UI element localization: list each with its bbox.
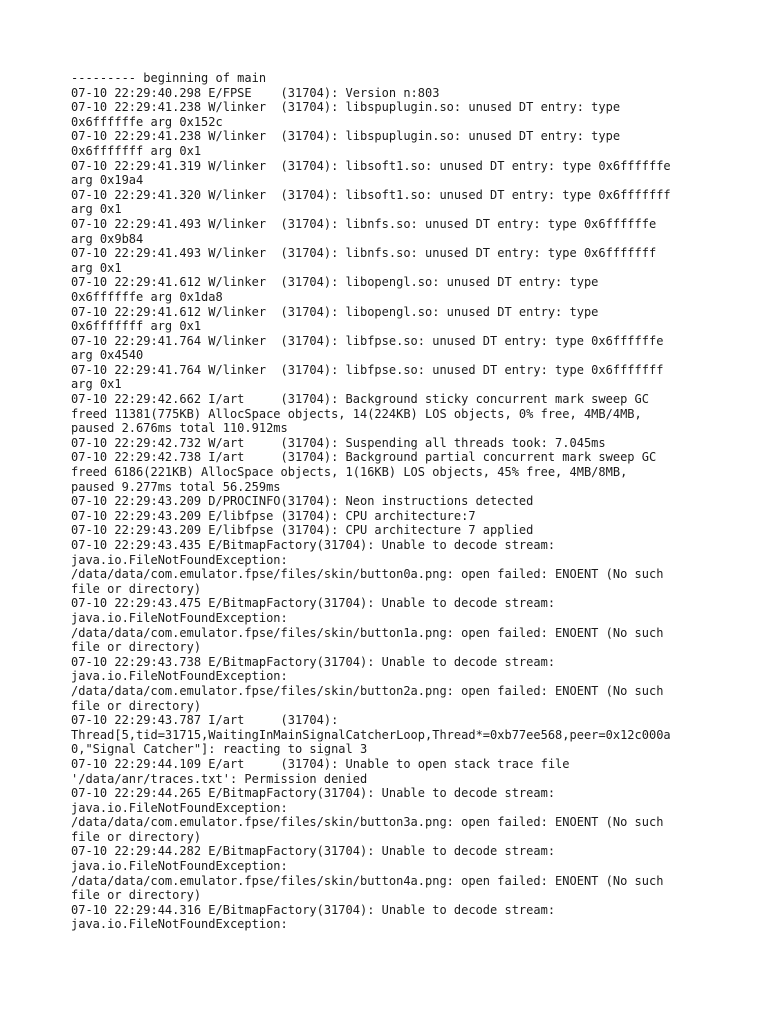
- log-line: java.io.FileNotFoundException:: [71, 800, 288, 815]
- log-line: java.io.FileNotFoundException:: [71, 552, 288, 567]
- log-line: 07-10 22:29:43.738 E/BitmapFactory(31704): Unable to decode stream:: [71, 654, 556, 669]
- log-line: 0,"Signal Catcher"]: reacting to signal 3: [71, 742, 368, 757]
- log-line: 07-10 22:29:44.109 E/art (31704): Unable to open stack trace file: [71, 756, 570, 771]
- log-line: 07-10 22:29:41.612 W/linker (31704): libopengl.so: unused DT entry: type: [71, 275, 599, 290]
- log-line: freed 11381(775KB) AllocSpace objects, 14(224KB) LOS objects, 0% free, 4MB/4MB,: [71, 406, 642, 421]
- log-line: 0x6ffffffe arg 0x152c: [71, 114, 223, 129]
- log-line: /data/data/com.emulator.fpse/files/skin/button0a.png: open failed: ENOENT (No such: [71, 567, 664, 582]
- log-line: arg 0x4540: [71, 348, 144, 363]
- log-line: arg 0x1: [71, 377, 122, 392]
- log-line: 07-10 22:29:41.493 W/linker (31704): libnfs.so: unused DT entry: type 0x6ffffffe: [71, 216, 657, 231]
- log-line: file or directory): [71, 698, 202, 713]
- log-line: 07-10 22:29:43.209 D/PROCINFO(31704): Neon instructions detected: [71, 494, 534, 509]
- log-line: paused 9.277ms total 56.259ms: [71, 479, 281, 494]
- log-line: 07-10 22:29:41.612 W/linker (31704): libopengl.so: unused DT entry: type: [71, 304, 599, 319]
- log-line: file or directory): [71, 640, 202, 655]
- log-line: java.io.FileNotFoundException:: [71, 917, 288, 932]
- log-line: 07-10 22:29:41.493 W/linker (31704): libnfs.so: unused DT entry: type 0x6fffffff: [71, 246, 657, 261]
- log-text-block: [71, 71, 761, 932]
- log-line: 07-10 22:29:41.764 W/linker (31704): libfpse.so: unused DT entry: type 0x6fffffff: [71, 362, 664, 377]
- log-line: java.io.FileNotFoundException:: [71, 610, 288, 625]
- log-line: /data/data/com.emulator.fpse/files/skin/button1a.png: open failed: ENOENT (No such: [71, 625, 664, 640]
- log-line: paused 2.676ms total 110.912ms: [71, 421, 288, 436]
- log-line: java.io.FileNotFoundException:: [71, 859, 288, 874]
- log-line: 07-10 22:29:42.738 I/art (31704): Background partial concurrent mark sweep GC: [71, 450, 657, 465]
- log-line: /data/data/com.emulator.fpse/files/skin/button4a.png: open failed: ENOENT (No such: [71, 873, 664, 888]
- log-line: '/data/anr/traces.txt': Permission denied: [71, 771, 368, 786]
- log-line: 07-10 22:29:42.732 W/art (31704): Suspending all threads took: 7.045ms: [71, 435, 606, 450]
- log-line: --------- beginning of main: [71, 71, 267, 85]
- log-line: Thread[5,tid=31715,WaitingInMainSignalCatcherLoop,Thread*=0xb77ee568,peer=0x12c000a: [71, 727, 671, 742]
- log-line: 07-10 22:29:43.435 E/BitmapFactory(31704): Unable to decode stream:: [71, 538, 556, 552]
- log-line: 07-10 22:29:43.787 I/art (31704):: [71, 713, 339, 728]
- log-line: 07-10 22:29:42.662 I/art (31704): Background sticky concurrent mark sweep GC: [71, 392, 649, 407]
- log-line: 07-10 22:29:41.764 W/linker (31704): libfpse.so: unused DT entry: type 0x6ffffffe: [71, 333, 664, 348]
- log-line: 07-10 22:29:41.320 W/linker (31704): libsoft1.so: unused DT entry: type 0x6fffffff: [71, 187, 671, 202]
- log-line: arg 0x1: [71, 202, 122, 217]
- log-line: arg 0x1: [71, 260, 122, 275]
- log-line: 07-10 22:29:40.298 E/FPSE (31704): Version n:803: [71, 85, 440, 100]
- log-line: 07-10 22:29:41.319 W/linker (31704): libsoft1.so: unused DT entry: type 0x6ffffffe: [71, 158, 671, 173]
- log-line: file or directory): [71, 829, 202, 844]
- log-line: 07-10 22:29:43.209 E/libfpse (31704): CPU architecture:7: [71, 508, 476, 523]
- log-line: freed 6186(221KB) AllocSpace objects, 1(16KB) LOS objects, 45% free, 4MB/8MB,: [71, 465, 628, 480]
- log-line: 07-10 22:29:44.316 E/BitmapFactory(31704): Unable to decode stream:: [71, 902, 556, 917]
- log-line: file or directory): [71, 888, 202, 903]
- log-line: file or directory): [71, 581, 202, 596]
- log-line: /data/data/com.emulator.fpse/files/skin/button3a.png: open failed: ENOENT (No such: [71, 815, 664, 830]
- log-line: 0x6ffffffe arg 0x1da8: [71, 289, 223, 304]
- log-line: 07-10 22:29:44.265 E/BitmapFactory(31704): Unable to decode stream:: [71, 786, 556, 801]
- log-line: java.io.FileNotFoundException:: [71, 669, 288, 684]
- log-line: 0x6fffffff arg 0x1: [71, 143, 202, 158]
- log-line: 07-10 22:29:44.282 E/BitmapFactory(31704): Unable to decode stream:: [71, 844, 556, 859]
- log-line: /data/data/com.emulator.fpse/files/skin/button2a.png: open failed: ENOENT (No such: [71, 683, 664, 698]
- log-line: arg 0x9b84: [71, 231, 144, 246]
- log-line: 07-10 22:29:41.238 W/linker (31704): libspuplugin.so: unused DT entry: type: [71, 129, 621, 144]
- log-line: 07-10 22:29:43.209 E/libfpse (31704): CPU architecture 7 applied: [71, 523, 534, 538]
- log-line: 07-10 22:29:41.238 W/linker (31704): libspuplugin.so: unused DT entry: type: [71, 100, 621, 115]
- log-line: arg 0x19a4: [71, 173, 144, 188]
- log-line: 07-10 22:29:43.475 E/BitmapFactory(31704): Unable to decode stream:: [71, 596, 556, 611]
- log-line: 0x6fffffff arg 0x1: [71, 319, 202, 334]
